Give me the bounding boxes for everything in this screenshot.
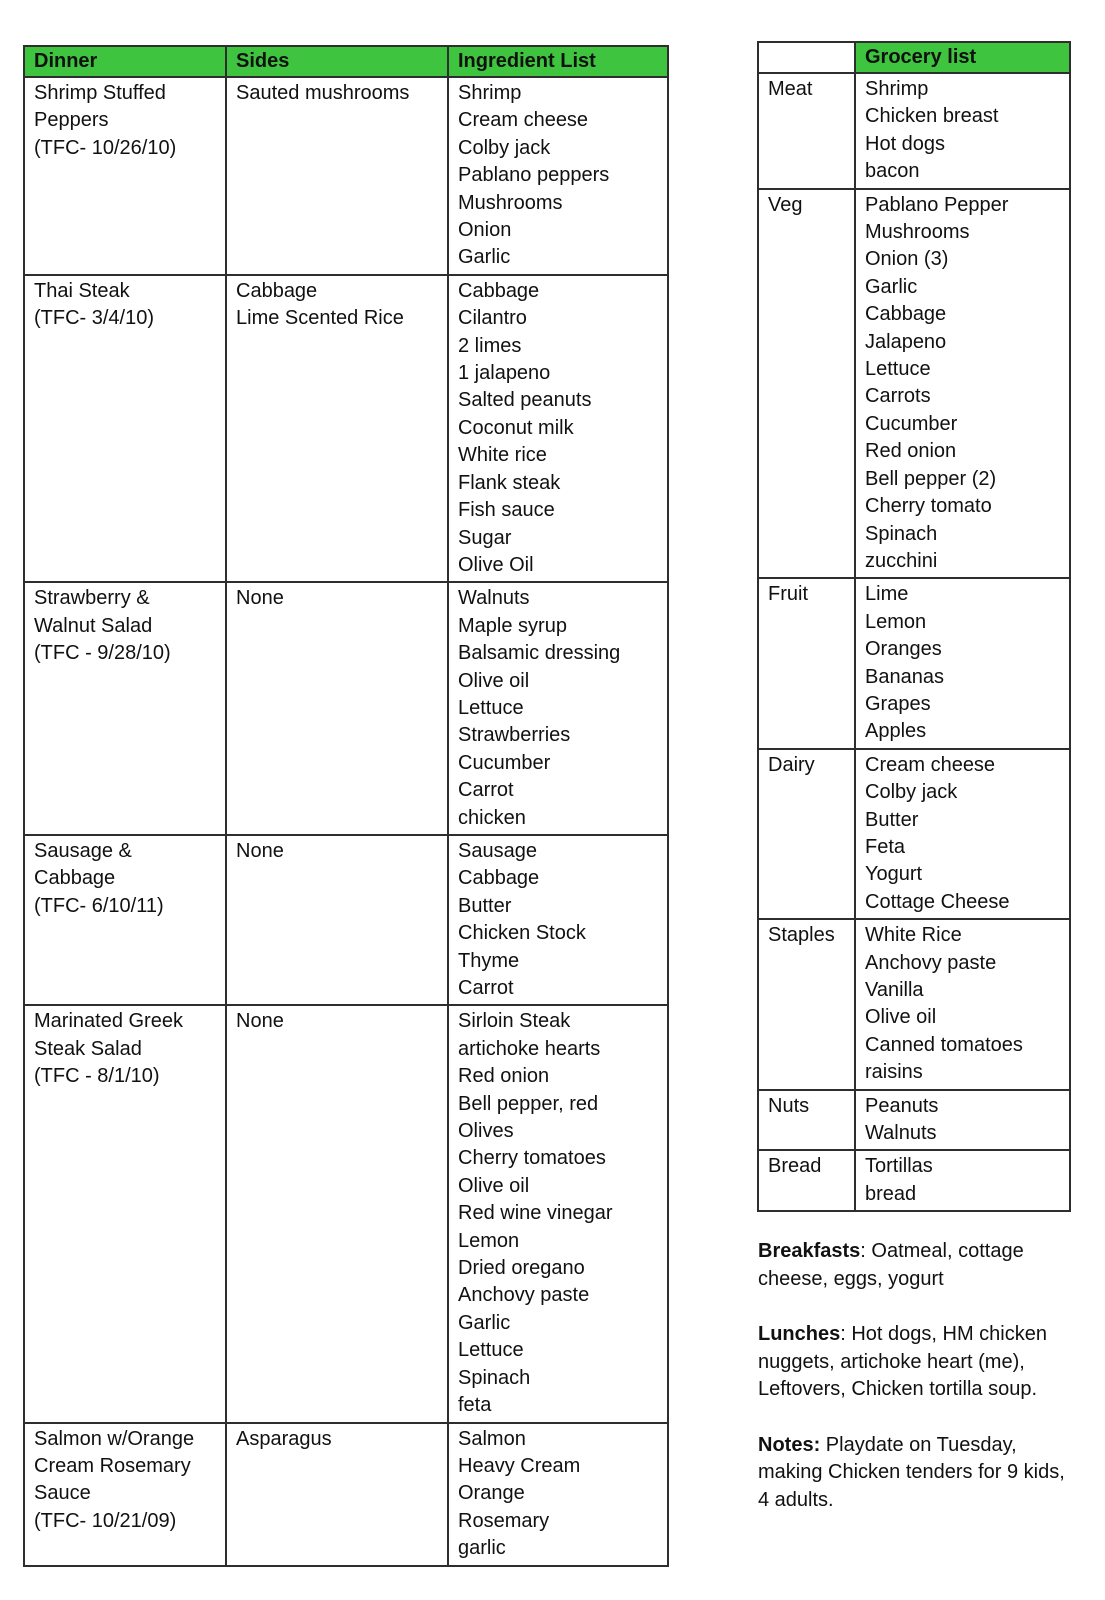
ingredient-item: Salted peanuts: [458, 389, 592, 412]
ingredient-item: Olive oil: [458, 669, 530, 692]
dinner-line: Sauce: [34, 1482, 91, 1505]
ingredient-item: Fish sauce: [458, 499, 555, 522]
ingredient-item: Cabbage: [458, 279, 540, 302]
notes-section: [758, 1238, 1070, 1542]
sides-cell: [226, 275, 448, 582]
grocery-item: Colby jack: [865, 781, 958, 804]
note-paragraph: [758, 1432, 1070, 1515]
column-header-ingredient-list: Ingredient List: [448, 46, 668, 77]
ingredient-item: Sugar: [458, 526, 512, 549]
ingredient-item: Sausage: [458, 839, 537, 862]
grocery-item: Yogurt: [865, 863, 923, 886]
grocery-table-header-row: [758, 42, 1070, 73]
grocery-category-cell: Dairy: [758, 749, 855, 919]
ingredients-cell: [448, 275, 668, 582]
grocery-group-row: [758, 1150, 1070, 1211]
ingredients-cell: [448, 1005, 668, 1422]
grocery-item: Lettuce: [865, 358, 931, 381]
ingredient-item: Lettuce: [458, 1339, 524, 1362]
ingredient-item: Cherry tomatoes: [458, 1147, 606, 1170]
ingredient-item: Sirloin Steak: [458, 1010, 571, 1033]
grocery-item: Carrots: [865, 385, 931, 408]
dinner-line: Cream Rosemary: [34, 1454, 191, 1477]
grocery-item: Bell pepper (2): [865, 467, 997, 490]
grocery-item: Oranges: [865, 638, 942, 661]
grocery-item: raisins: [865, 1061, 923, 1084]
ingredient-item: Heavy Cream: [458, 1454, 581, 1477]
grocery-category-cell: Nuts: [758, 1090, 855, 1151]
grocery-items-cell: [855, 749, 1070, 919]
grocery-category-cell: Veg: [758, 189, 855, 579]
dinner-line: Shrimp Stuffed: [34, 82, 166, 104]
grocery-group-row: [758, 919, 1070, 1089]
grocery-table-body: [758, 42, 1070, 1211]
grocery-item: Grapes: [865, 692, 931, 715]
ingredient-item: Lemon: [458, 1229, 520, 1252]
dinner-line: Strawberry &: [34, 587, 150, 610]
dinner-line: Walnut Salad: [34, 614, 153, 637]
dinner-cell: [24, 582, 226, 835]
note-paragraph: [758, 1321, 1070, 1404]
ingredient-item: Cream cheese: [458, 109, 589, 132]
grocery-items-cell: [855, 1150, 1070, 1211]
side-line: Asparagus: [236, 1427, 332, 1450]
ingredient-item: Maple syrup: [458, 614, 567, 637]
ingredient-item: Olives: [458, 1120, 514, 1143]
grocery-item: Cabbage: [865, 303, 947, 326]
meal-plan-table: [23, 45, 669, 1567]
grocery-group-row: [758, 578, 1070, 748]
ingredient-item: Rosemary: [458, 1509, 550, 1532]
grocery-items-cell: [855, 189, 1070, 579]
meal-row: [24, 77, 668, 275]
grocery-items-cell: [855, 73, 1070, 189]
grocery-category-cell: Meat: [758, 73, 855, 189]
ingredient-item: Walnuts: [458, 587, 530, 610]
grocery-item: Olive oil: [865, 1006, 937, 1029]
grocery-item: Canned tomatoes: [865, 1033, 1023, 1056]
ingredient-item: Olive oil: [458, 1174, 530, 1197]
ingredient-item: Carrot: [458, 779, 514, 802]
ingredient-item: Coconut milk: [458, 416, 574, 439]
ingredient-item: Cilantro: [458, 307, 527, 330]
ingredient-item: Red onion: [458, 1065, 550, 1088]
grocery-item: Walnuts: [865, 1122, 937, 1145]
grocery-item: Butter: [865, 808, 919, 831]
ingredient-item: 1 jalapeno: [458, 362, 551, 385]
dinner-line: Sausage & Cabbage: [34, 839, 132, 890]
note-label: Notes:: [758, 1433, 821, 1456]
meal-row: [24, 275, 668, 582]
dinner-cell: [24, 275, 226, 582]
dinner-line: Thai Steak: [34, 279, 130, 302]
grocery-items-cell: [855, 1090, 1070, 1151]
ingredient-item: Orange: [458, 1482, 525, 1505]
grocery-item: Anchovy paste: [865, 951, 997, 974]
dinner-line: (TFC- 10/21/09): [34, 1509, 177, 1532]
ingredient-item: Cabbage: [458, 867, 540, 890]
dinner-line: (TFC - 9/28/10): [34, 642, 171, 665]
grocery-category-header-cell: [758, 42, 855, 73]
grocery-item: Chicken breast: [865, 105, 999, 128]
side-line: None: [236, 839, 284, 862]
ingredient-item: Bell pepper, red: [458, 1092, 599, 1115]
ingredient-item: Dried oregano: [458, 1257, 585, 1280]
ingredient-item: Thyme: [458, 949, 520, 972]
side-line: None: [236, 1010, 284, 1033]
ingredient-item: Onion: [458, 219, 512, 242]
ingredient-item: Carrot: [458, 977, 514, 999]
ingredients-cell: [448, 1423, 668, 1566]
grocery-item: Cherry tomato: [865, 495, 992, 518]
note-label: Breakfasts: [758, 1240, 861, 1262]
meal-table-header-row: [24, 46, 668, 77]
sides-cell: [226, 77, 448, 275]
dinner-line: Marinated Greek: [34, 1010, 183, 1033]
ingredient-item: Garlic: [458, 1311, 511, 1334]
side-line: Sauted mushrooms: [236, 82, 410, 104]
grocery-item: Peanuts: [865, 1094, 939, 1117]
dinner-line: (TFC- 10/26/10): [34, 136, 177, 159]
note-text: : Oatmeal, cottage cheese, eggs, yogurt: [758, 1240, 1024, 1290]
meal-table-body: [24, 46, 668, 1566]
grocery-item: Jalapeno: [865, 330, 947, 353]
note-text: : Hot dogs, HM chicken nuggets, artichoke heart (me), Leftovers, Chicken tortilla soup.: [758, 1323, 1047, 1400]
dinner-line: Salmon w/Orange: [34, 1427, 195, 1450]
dinner-line: Steak Salad: [34, 1037, 142, 1060]
ingredient-item: Chicken Stock: [458, 922, 586, 945]
grocery-item: Garlic: [865, 275, 918, 298]
grocery-group-row: [758, 73, 1070, 189]
grocery-item: Onion (3): [865, 248, 949, 271]
ingredient-item: 2 limes: [458, 334, 522, 357]
grocery-category-cell: Bread: [758, 1150, 855, 1211]
grocery-items-cell: [855, 578, 1070, 748]
grocery-item: Cream cheese: [865, 753, 996, 776]
grocery-items-cell: [855, 919, 1070, 1089]
grocery-item: Hot dogs: [865, 132, 946, 155]
meal-row: [24, 835, 668, 1005]
ingredients-cell: [448, 77, 668, 275]
meal-row: [24, 1423, 668, 1566]
grocery-group-row: [758, 189, 1070, 579]
grocery-item: Cucumber: [865, 412, 958, 435]
dinner-cell: [24, 1005, 226, 1422]
ingredient-item: Garlic: [458, 246, 511, 269]
ingredient-item: garlic: [458, 1537, 506, 1560]
dinner-line: (TFC - 8/1/10): [34, 1065, 160, 1088]
grocery-list-table: [757, 41, 1071, 1212]
ingredient-item: Cucumber: [458, 751, 551, 774]
ingredient-item: Pablano peppers: [458, 164, 610, 187]
ingredient-item: Salmon: [458, 1427, 526, 1450]
ingredient-item: Balsamic dressing: [458, 642, 621, 665]
side-line: None: [236, 587, 284, 610]
ingredients-cell: [448, 582, 668, 835]
grocery-item: bread: [865, 1182, 917, 1205]
grocery-category-cell: Fruit: [758, 578, 855, 748]
side-line: Lime Scented Rice: [236, 307, 404, 330]
ingredient-item: Strawberries: [458, 724, 571, 747]
grocery-item: bacon: [865, 160, 920, 183]
grocery-category-cell: Staples: [758, 919, 855, 1089]
dinner-cell: [24, 835, 226, 1005]
grocery-item: Apples: [865, 720, 927, 743]
ingredient-item: White rice: [458, 444, 547, 467]
ingredient-item: Red wine vinegar: [458, 1202, 613, 1225]
dinner-cell: [24, 1423, 226, 1566]
dinner-line: (TFC- 3/4/10): [34, 307, 155, 330]
sides-cell: [226, 1005, 448, 1422]
side-line: Cabbage: [236, 279, 318, 302]
ingredient-item: Shrimp: [458, 82, 522, 104]
grocery-item: Pablano Pepper: [865, 193, 1009, 216]
grocery-list-title: Grocery list: [855, 42, 1070, 73]
column-header-sides: Sides: [226, 46, 448, 77]
grocery-item: Tortillas: [865, 1155, 933, 1178]
grocery-item: Shrimp: [865, 78, 929, 100]
meal-row: [24, 1005, 668, 1422]
note-text: Playdate on Tuesday, making Chicken tenders for 9 kids, 4 adults.: [758, 1433, 1065, 1511]
ingredient-item: Spinach: [458, 1366, 531, 1389]
ingredient-item: artichoke hearts: [458, 1037, 601, 1060]
ingredient-item: chicken: [458, 806, 526, 829]
ingredients-cell: [448, 835, 668, 1005]
grocery-item: Spinach: [865, 522, 938, 545]
ingredient-item: Mushrooms: [458, 191, 563, 214]
meal-row: [24, 582, 668, 835]
column-header-dinner: Dinner: [24, 46, 226, 77]
grocery-item: Bananas: [865, 665, 944, 688]
grocery-group-row: [758, 749, 1070, 919]
grocery-item: Cottage Cheese: [865, 890, 1010, 913]
grocery-item: Lemon: [865, 610, 927, 633]
grocery-item: Vanilla: [865, 979, 924, 1001]
dinner-line: Peppers: [34, 109, 109, 132]
ingredient-item: feta: [458, 1394, 492, 1417]
note-paragraph: [758, 1238, 1070, 1293]
ingredient-item: Flank steak: [458, 471, 561, 494]
note-label: Lunches: [758, 1323, 841, 1345]
ingredient-item: Colby jack: [458, 136, 551, 159]
ingredient-item: Butter: [458, 894, 512, 917]
grocery-item: White Rice: [865, 924, 962, 947]
sides-cell: [226, 835, 448, 1005]
ingredient-item: Olive Oil: [458, 553, 534, 576]
dinner-cell: [24, 77, 226, 275]
grocery-item: Mushrooms: [865, 221, 970, 244]
grocery-item: Feta: [865, 835, 906, 858]
grocery-item: Lime: [865, 583, 909, 606]
sides-cell: [226, 1423, 448, 1566]
grocery-group-row: [758, 1090, 1070, 1151]
ingredient-item: Anchovy paste: [458, 1284, 590, 1307]
sides-cell: [226, 582, 448, 835]
grocery-item: Red onion: [865, 440, 957, 463]
grocery-item: zucchini: [865, 549, 938, 572]
ingredient-item: Lettuce: [458, 696, 524, 719]
dinner-line: (TFC- 6/10/11): [34, 894, 164, 917]
